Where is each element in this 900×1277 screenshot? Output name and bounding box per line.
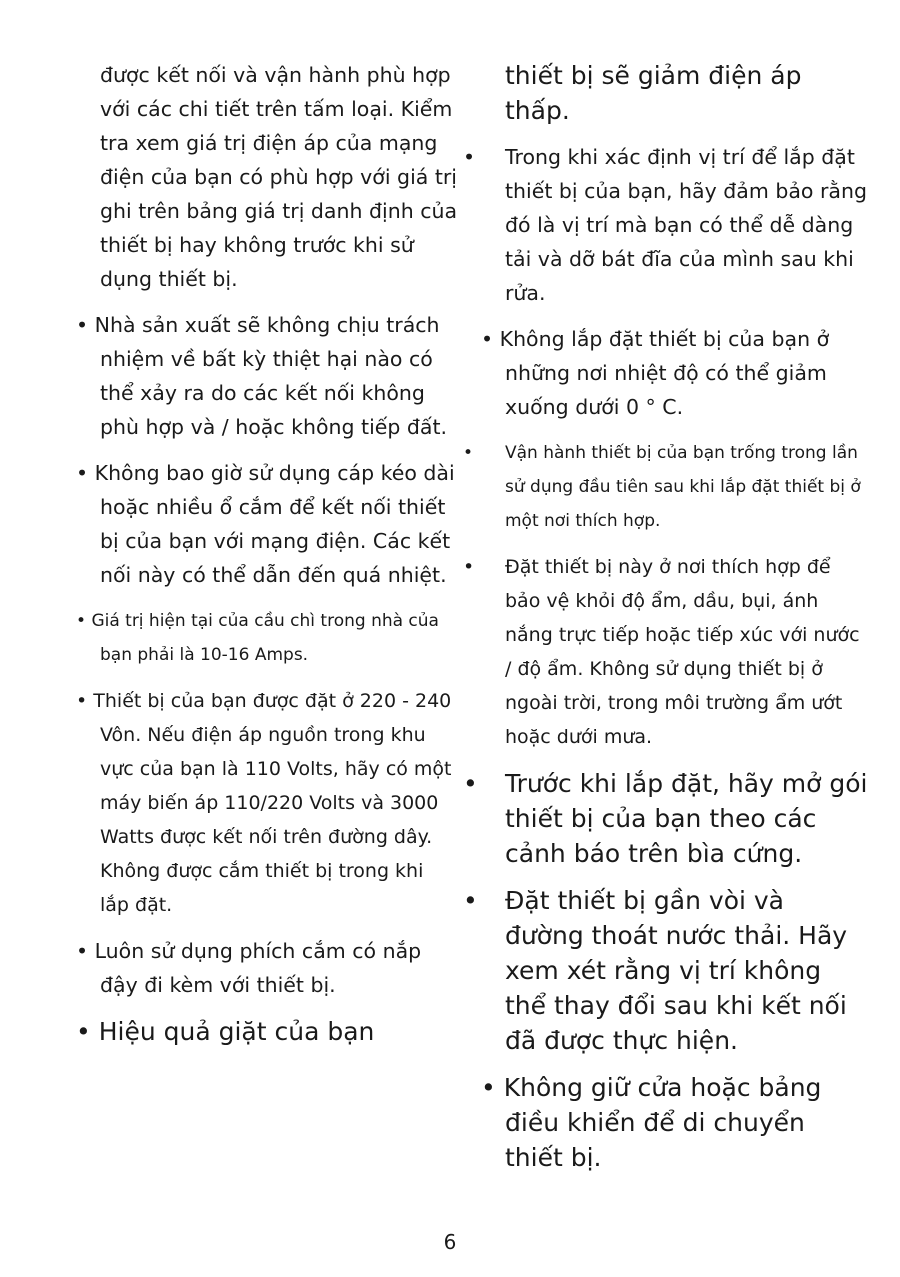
bullet-mark: • bbox=[481, 327, 494, 351]
bullet-mark: • bbox=[76, 1017, 91, 1046]
list-item-text: Vận hành thiết bị của bạn trống trong lần sử dụng đầu tiên sau khi lắp đặt thiết bị ở một nơi thích hợp. bbox=[505, 443, 861, 531]
list-item-text: Không bao giờ sử dụng cáp kéo dài hoặc nhiều ổ cắm để kết nối thiết bị của bạn với mạng điện. Các kết nối này có thể dẫn đến quá nhiệt. bbox=[94, 461, 455, 587]
list-item bbox=[463, 550, 868, 754]
list-item bbox=[58, 1014, 458, 1049]
list-item-text: Không giữ cửa hoặc bảng điều khiển để di chuyển thiết bị. bbox=[503, 1073, 822, 1172]
list-item bbox=[58, 934, 458, 1002]
list-item bbox=[463, 883, 868, 1058]
list-item-text: Đặt thiết bị gần vòi và đường thoát nước thải. Hãy xem xét rằng vị trí không thể thay đổi sau khi kết nối đã được thực hiện. bbox=[505, 886, 848, 1055]
list-item bbox=[463, 1070, 868, 1175]
list-item bbox=[58, 684, 458, 922]
list-item-text: Đặt thiết bị này ở nơi thích hợp để bảo vệ khỏi độ ẩm, dầu, bụi, ánh nắng trực tiếp hoặc tiếp xúc với nước / độ ẩm. Không sử dụng thiết bị ở ngoài trời, trong môi trường ẩm ướt hoặc dưới mưa. bbox=[505, 556, 860, 748]
bullet-mark: • bbox=[76, 461, 89, 485]
bullet-mark: • bbox=[463, 145, 476, 169]
bullet-mark: • bbox=[76, 611, 87, 631]
bullet-mark: • bbox=[76, 939, 89, 963]
bullet-mark: • bbox=[481, 1073, 496, 1102]
bullet-mark: • bbox=[76, 690, 88, 712]
list-item-text: Giá trị hiện tại của cầu chì trong nhà của bạn phải là 10-16 Amps. bbox=[91, 611, 439, 665]
list-item-text: Thiết bị của bạn được đặt ở 220 - 240 Vôn. Nếu điện áp nguồn trong khu vực của bạn là 110 Volts, hãy có một máy biến áp 110/220 Volts và 3000 Watts được kết nối trên đường dây. Không được cắm thiết bị trong khi lắp đặt. bbox=[93, 690, 452, 916]
list-item-text: Trước khi lắp đặt, hãy mở gói thiết bị của bạn theo các cảnh báo trên bìa cứng. bbox=[505, 769, 868, 868]
page-number: 6 bbox=[443, 1230, 457, 1254]
continuation-text: được kết nối và vận hành phù hợp với các chi tiết trên tấm loại. Kiểm tra xem giá trị điện áp của mạng điện của bạn có phù hợp với giá trị ghi trên bảng giá trị danh định của thiết bị hay không trước khi sử dụng thiết bị. bbox=[100, 63, 458, 291]
list-item-text: Hiệu quả giặt của bạn bbox=[98, 1017, 375, 1046]
list-item-text: Luôn sử dụng phích cắm có nắp đậy đi kèm với thiết bị. bbox=[94, 939, 422, 997]
list-item bbox=[463, 322, 868, 424]
list-item bbox=[463, 140, 868, 310]
list-item bbox=[58, 308, 458, 444]
list-item-text: Nhà sản xuất sẽ không chịu trách nhiệm về bất kỳ thiệt hại nào có thể xảy ra do các kết nối không phù hợp và / hoặc không tiếp đất. bbox=[94, 313, 448, 439]
bullet-mark: • bbox=[463, 556, 475, 578]
list-item bbox=[463, 766, 868, 871]
list-item bbox=[58, 604, 458, 672]
bullet-mark: • bbox=[463, 886, 478, 915]
list-item bbox=[463, 436, 868, 538]
bullet-mark: • bbox=[463, 443, 474, 463]
bullet-mark: • bbox=[463, 769, 478, 798]
continuation-text: thiết bị sẽ giảm điện áp thấp. bbox=[505, 61, 802, 125]
list-item bbox=[58, 456, 458, 592]
bullet-mark: • bbox=[76, 313, 89, 337]
list-item-text: Không lắp đặt thiết bị của bạn ở những nơi nhiệt độ có thể giảm xuống dưới 0 ° C. bbox=[499, 327, 830, 419]
list-item-text: Trong khi xác định vị trí để lắp đặt thiết bị của bạn, hãy đảm bảo rằng đó là vị trí mà bạn có thể dễ dàng tải và dỡ bát đĩa của mình sau khi rửa. bbox=[505, 145, 867, 305]
left-column bbox=[58, 58, 458, 1049]
right-column bbox=[463, 58, 868, 1175]
